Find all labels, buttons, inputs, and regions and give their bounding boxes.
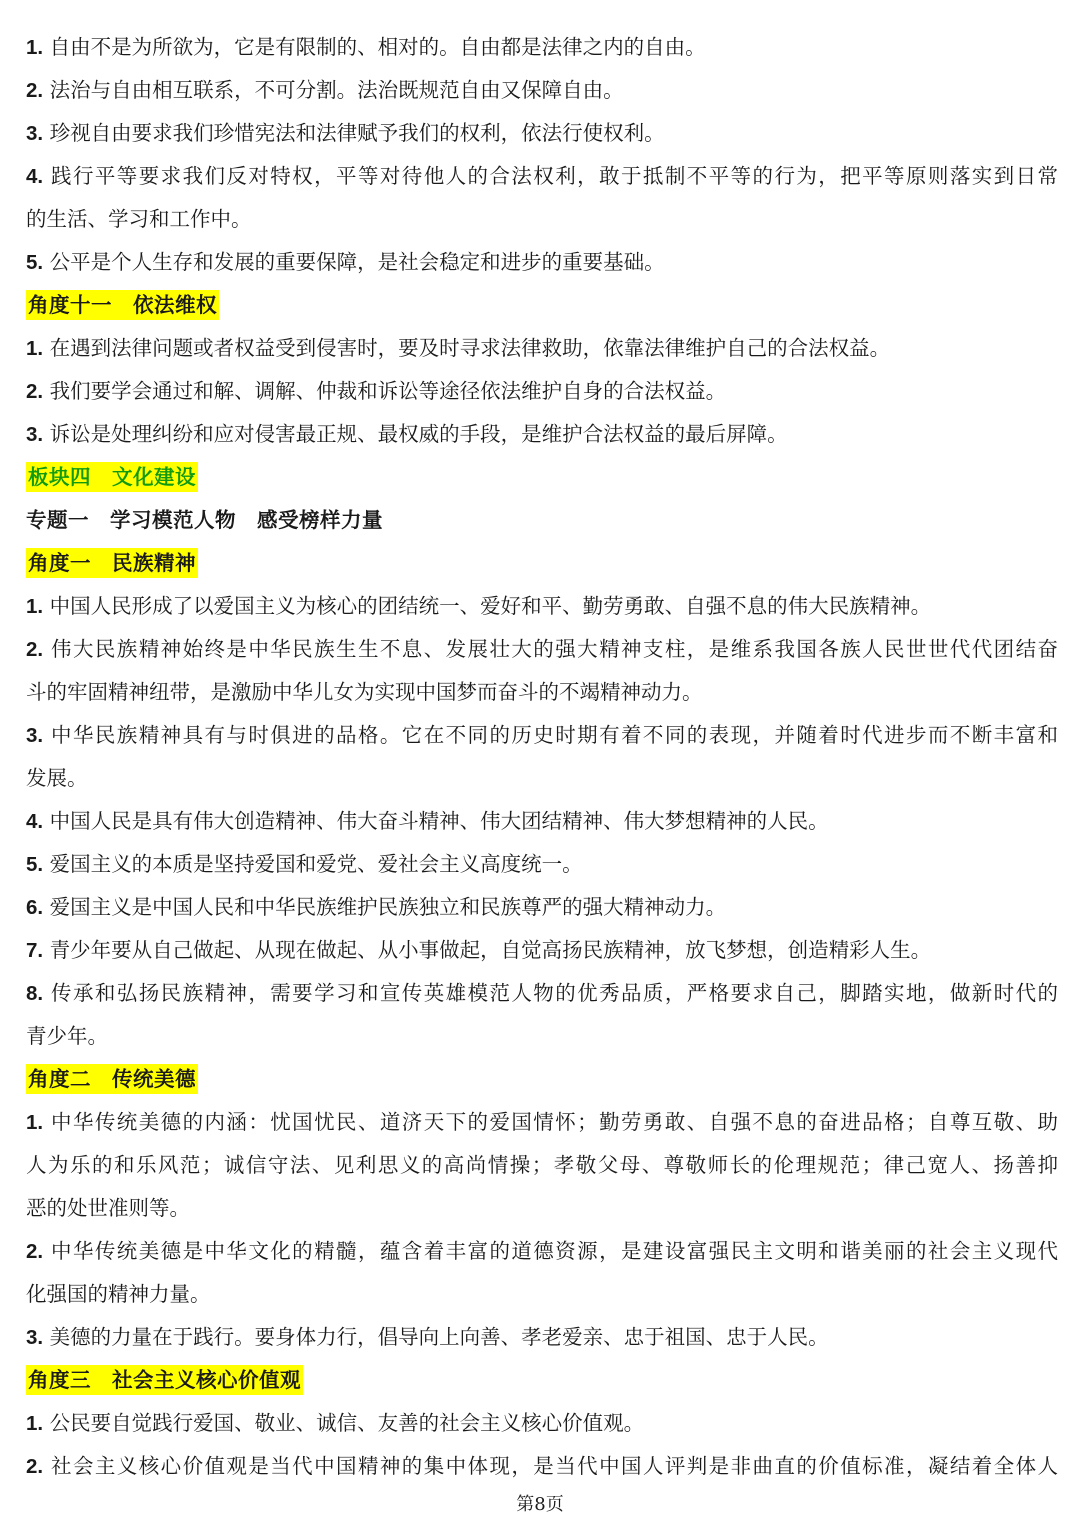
paragraph-line: 恶的处世准则等。 (26, 1196, 190, 1220)
paragraph-line: 人为乐的和乐风范；诚信守法、见利思义的高尚情操；孝敬父母、尊敬师长的伦理规范；律己宽人、扬善抑 (26, 1153, 1058, 1177)
paragraph-line: 2. 社会主义核心价值观是当代中国精神的集中体现，是当代中国人评判是非曲直的价值标准，凝结着全体人 (26, 1454, 1058, 1478)
paragraph-line: 2. 法治与自由相互联系，不可分割。法治既规范自由又保障自由。 (26, 78, 624, 102)
paragraph-line: 化强国的精神力量。 (26, 1282, 211, 1306)
paragraph-line: 3. 珍视自由要求我们珍惜宪法和法律赋予我们的权利，依法行使权利。 (26, 121, 665, 145)
paragraph-line: 5. 公平是个人生存和发展的重要保障，是社会稳定和进步的重要基础。 (26, 250, 665, 274)
paragraph-line: 3. 中华民族精神具有与时俱进的品格。它在不同的历史时期有着不同的表现，并随着时代进步而不断丰富和 (26, 723, 1058, 747)
angle-heading: 角度十一 依法维权 (26, 290, 1058, 320)
paragraph-line: 斗的牢固精神纽带，是激励中华儿女为实现中国梦而奋斗的不竭精神动力。 (26, 680, 703, 704)
page-number: 第8页 (516, 1494, 564, 1515)
angle-heading: 角度二 传统美德 (26, 1064, 1058, 1094)
paragraph-line: 3. 美德的力量在于践行。要身体力行，倡导向上向善、孝老爱亲、忠于祖国、忠于人民。 (26, 1325, 829, 1349)
paragraph-line: 6. 爱国主义是中国人民和中华民族维护民族独立和民族尊严的强大精神动力。 (26, 895, 727, 919)
topic-heading: 专题一 学习模范人物 感受榜样力量 (26, 508, 383, 532)
paragraph-line: 1. 公民要自觉践行爱国、敬业、诚信、友善的社会主义核心价值观。 (26, 1411, 645, 1435)
paragraph-line: 的生活、学习和工作中。 (26, 207, 252, 231)
paragraph-line: 1. 中华传统美德的内涵：忧国忧民、道济天下的爱国情怀；勤劳勇敢、自强不息的奋进品格；自尊互敬、助 (26, 1110, 1058, 1134)
paragraph-line: 2. 中华传统美德是中华文化的精髓，蕴含着丰富的道德资源，是建设富强民主文明和谐美丽的社会主义现代 (26, 1239, 1058, 1263)
paragraph-line: 4. 践行平等要求我们反对特权，平等对待他人的合法权利，敢于抵制不平等的行为，把平等原则落实到日常 (26, 164, 1058, 188)
paragraph-line: 7. 青少年要从自己做起、从现在做起、从小事做起，自觉高扬民族精神，放飞梦想，创造精彩人生。 (26, 938, 932, 962)
paragraph-line: 8. 传承和弘扬民族精神，需要学习和宣传英雄模范人物的优秀品质，严格要求自己，脚踏实地，做新时代的 (26, 981, 1058, 1005)
paragraph-line: 2. 伟大民族精神始终是中华民族生生不息、发展壮大的强大精神支柱，是维系我国各族人民世世代代团结奋 (26, 637, 1058, 661)
paragraph-line: 5. 爱国主义的本质是坚持爱国和爱党、爱社会主义高度统一。 (26, 852, 583, 876)
paragraph-line: 4. 中国人民是具有伟大创造精神、伟大奋斗精神、伟大团结精神、伟大梦想精神的人民。 (26, 809, 829, 833)
paragraph-line: 发展。 (26, 766, 88, 790)
paragraph-line: 2. 我们要学会通过和解、调解、仲裁和诉讼等途径依法维护自身的合法权益。 (26, 379, 727, 403)
paragraph-line: 青少年。 (26, 1024, 108, 1048)
angle-heading: 角度三 社会主义核心价值观 (26, 1365, 1058, 1395)
paragraph-line: 1. 在遇到法律问题或者权益受到侵害时，要及时寻求法律救助，依靠法律维护自己的合法权益。 (26, 336, 891, 360)
angle-heading: 角度一 民族精神 (26, 548, 1058, 578)
paragraph-line: 1. 中国人民形成了以爱国主义为核心的团结统一、爱好和平、勤劳勇敢、自强不息的伟大民族精神。 (26, 594, 932, 618)
section-heading: 板块四 文化建设 (26, 462, 1058, 492)
paragraph-line: 1. 自由不是为所欲为，它是有限制的、相对的。自由都是法律之内的自由。 (26, 35, 706, 59)
paragraph-line: 3. 诉讼是处理纠纷和应对侵害最正规、最权威的手段，是维护合法权益的最后屏障。 (26, 422, 788, 446)
